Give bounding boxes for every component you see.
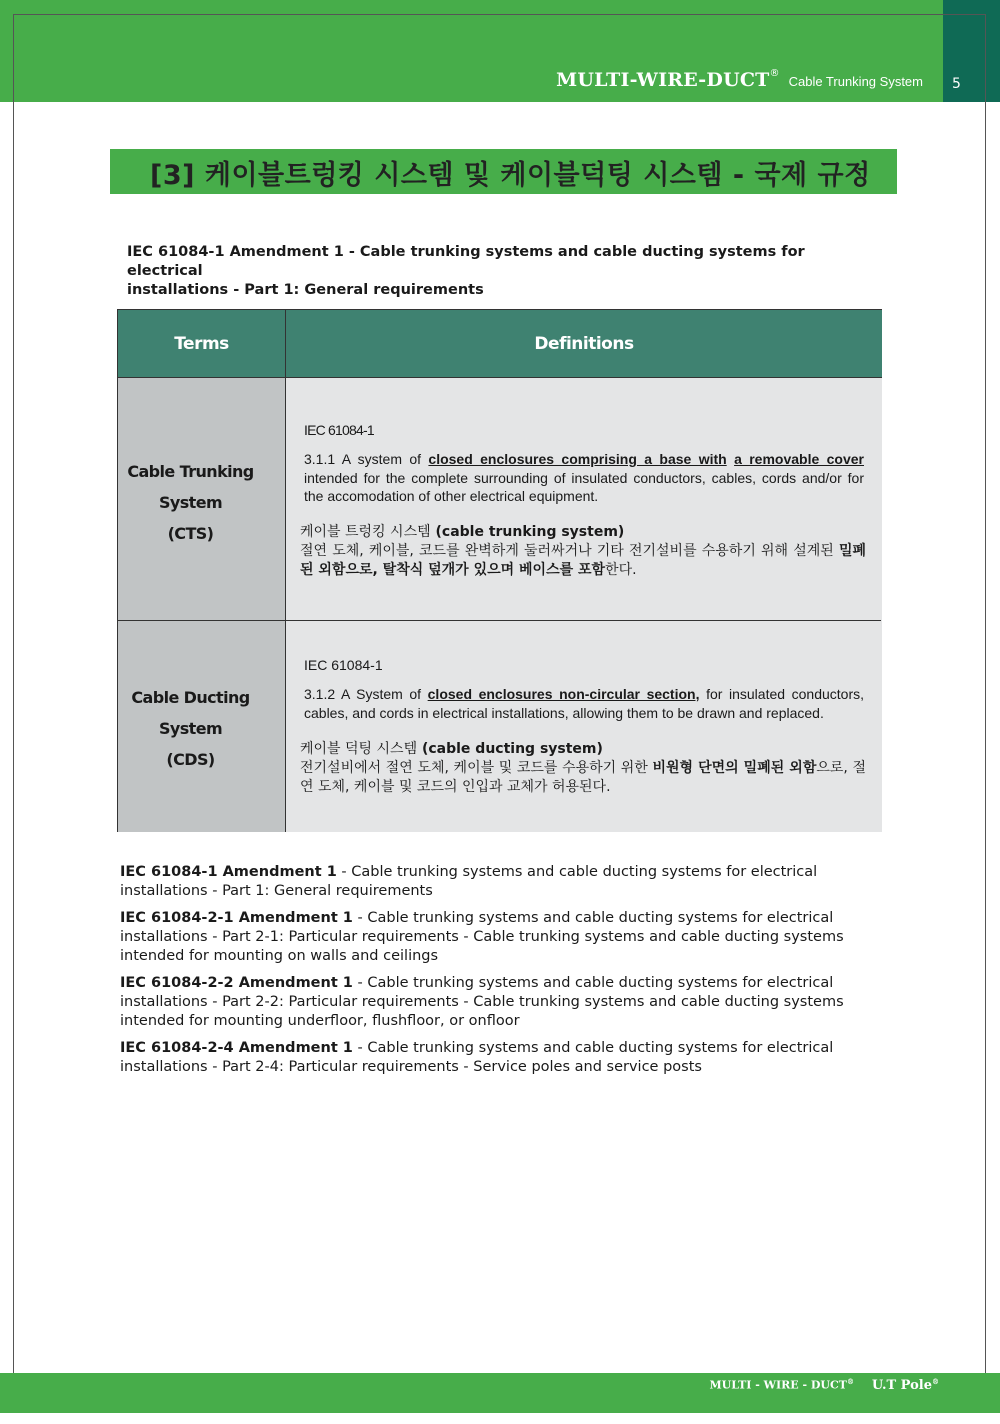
intro-heading xyxy=(127,243,847,300)
reference-text: - Cable trunking systems and cable ducting systems for electrical installations - Part 2-2: Particular requirements - Cable trunking systems and cable ducting systems intended for mounting underfloor, flushfloor, or onfloor xyxy=(120,975,844,1029)
ko-term-en: (cable trunking system) xyxy=(430,524,625,540)
term-name xyxy=(118,682,263,775)
brand-name: MULTI-WIRE-DUCT xyxy=(556,69,770,91)
definition-emphasis: a removable cover xyxy=(734,451,864,467)
definition-ko xyxy=(300,740,866,797)
ko-emphasis: 밀폐된 외함으로, 탈착식 덮개가 있으며 베이스를 포함 xyxy=(300,543,866,578)
definition-text: 3.1.1 A system of xyxy=(304,451,429,467)
footer-brand-name: MULTI - WIRE - DUCT xyxy=(709,1378,847,1392)
reference-code: IEC 61084-2-2 Amendment 1 xyxy=(120,975,353,991)
definition-text: intended for the complete surrounding of insulated conductors, cables, cords and/or for the accomodation of other electrical equipment. xyxy=(304,469,864,504)
standard-code: IEC 61084-1 xyxy=(304,657,383,673)
section-title: [3] 케이블트렁킹 시스템 및 케이블덕팅 시스템 - 국제 규정 xyxy=(150,160,871,191)
footer-product-mark: ® xyxy=(932,1377,939,1386)
section-title-bar xyxy=(110,149,897,194)
table-row xyxy=(118,377,881,621)
term-cell xyxy=(118,378,285,621)
brand-subtitle: Cable Trunking System xyxy=(788,74,923,89)
term-line: System xyxy=(158,719,223,738)
reference-item xyxy=(120,1039,890,1077)
reference-code: IEC 61084-1 Amendment 1 xyxy=(120,864,337,880)
reference-code: IEC 61084-2-4 Amendment 1 xyxy=(120,1040,353,1056)
ko-text: 전기설비에서 절연 도체, 케이블 및 코드를 수용하기 위한 xyxy=(300,760,653,776)
reference-code: IEC 61084-2-1 Amendment 1 xyxy=(120,910,353,926)
reference-text: - Cable trunking systems and cable ducting systems for electrical installations - Part 2-1: Particular requirements - Cable trunking systems and cable ducting systems intended for mounting on walls and ceilings xyxy=(120,910,844,964)
definition-cell xyxy=(285,378,882,621)
terms-table xyxy=(117,309,882,832)
definition-text: for insulated conductors, cables, and cords in electrical installations, allowing them to be drawn and replaced. xyxy=(304,686,864,721)
term-name xyxy=(118,456,263,549)
definition-en xyxy=(304,685,864,722)
footer-brand-mark: ® xyxy=(846,1377,854,1386)
term-cell xyxy=(118,621,285,832)
definition-en xyxy=(304,450,864,506)
brand-registered-mark: ® xyxy=(769,68,780,79)
term-line: System xyxy=(158,493,223,512)
definition-emphasis: closed enclosures comprising a base with xyxy=(428,451,727,467)
page-number: 5 xyxy=(952,76,961,92)
term-line: (CTS) xyxy=(167,524,214,543)
definition-spacer xyxy=(727,451,734,467)
ko-text: 으로, 절연 도체, 케이블 및 코드의 인입과 교체가 허용된다. xyxy=(300,760,866,795)
ko-emphasis: 비원형 단면의 밀폐된 외함 xyxy=(652,760,817,776)
term-line: (CDS) xyxy=(166,750,215,769)
footer-brand xyxy=(709,1377,939,1393)
definition-ko xyxy=(300,523,866,580)
header-brand xyxy=(556,68,923,91)
definition-cell xyxy=(285,621,882,832)
reference-text: - Cable trunking systems and cable ducting systems for electrical installations - Part 2-4: Particular requirements - Service poles and service posts xyxy=(120,1040,834,1075)
definition-text: 3.1.2 A System of xyxy=(304,686,428,702)
ko-text: 한다. xyxy=(605,562,637,578)
ko-term: 케이블 덕팅 시스템 xyxy=(300,741,418,757)
header-definitions: Definitions xyxy=(285,310,882,377)
footer-product-name: U.T Pole xyxy=(871,1377,932,1393)
reference-item xyxy=(120,974,890,1031)
intro-line-2: installations - Part 1: General requirements xyxy=(127,282,484,298)
ko-term-en: (cable ducting system) xyxy=(417,741,603,757)
reference-item xyxy=(120,909,890,966)
header-terms: Terms xyxy=(118,310,285,377)
table-row xyxy=(118,620,881,832)
ko-text: 절연 도체, 케이블, 코드를 완벽하게 둘러싸거나 기타 전기설비를 수용하기 위해 설계된 xyxy=(300,543,839,559)
definition-emphasis: closed enclosures non-circular section, xyxy=(427,686,700,702)
intro-line-1: IEC 61084-1 Amendment 1 - Cable trunking systems and cable ducting systems for electrical xyxy=(127,244,805,279)
term-line: Cable Trunking xyxy=(127,462,254,481)
reference-list xyxy=(120,863,890,1085)
standard-code: IEC 61084-1 xyxy=(304,422,374,438)
reference-item xyxy=(120,863,890,901)
ko-term: 케이블 트렁킹 시스템 xyxy=(300,524,431,540)
reference-text: - Cable trunking systems and cable ducting systems for electrical installations - Part 1: General requirements xyxy=(120,864,818,899)
term-line: Cable Ducting xyxy=(131,688,250,707)
